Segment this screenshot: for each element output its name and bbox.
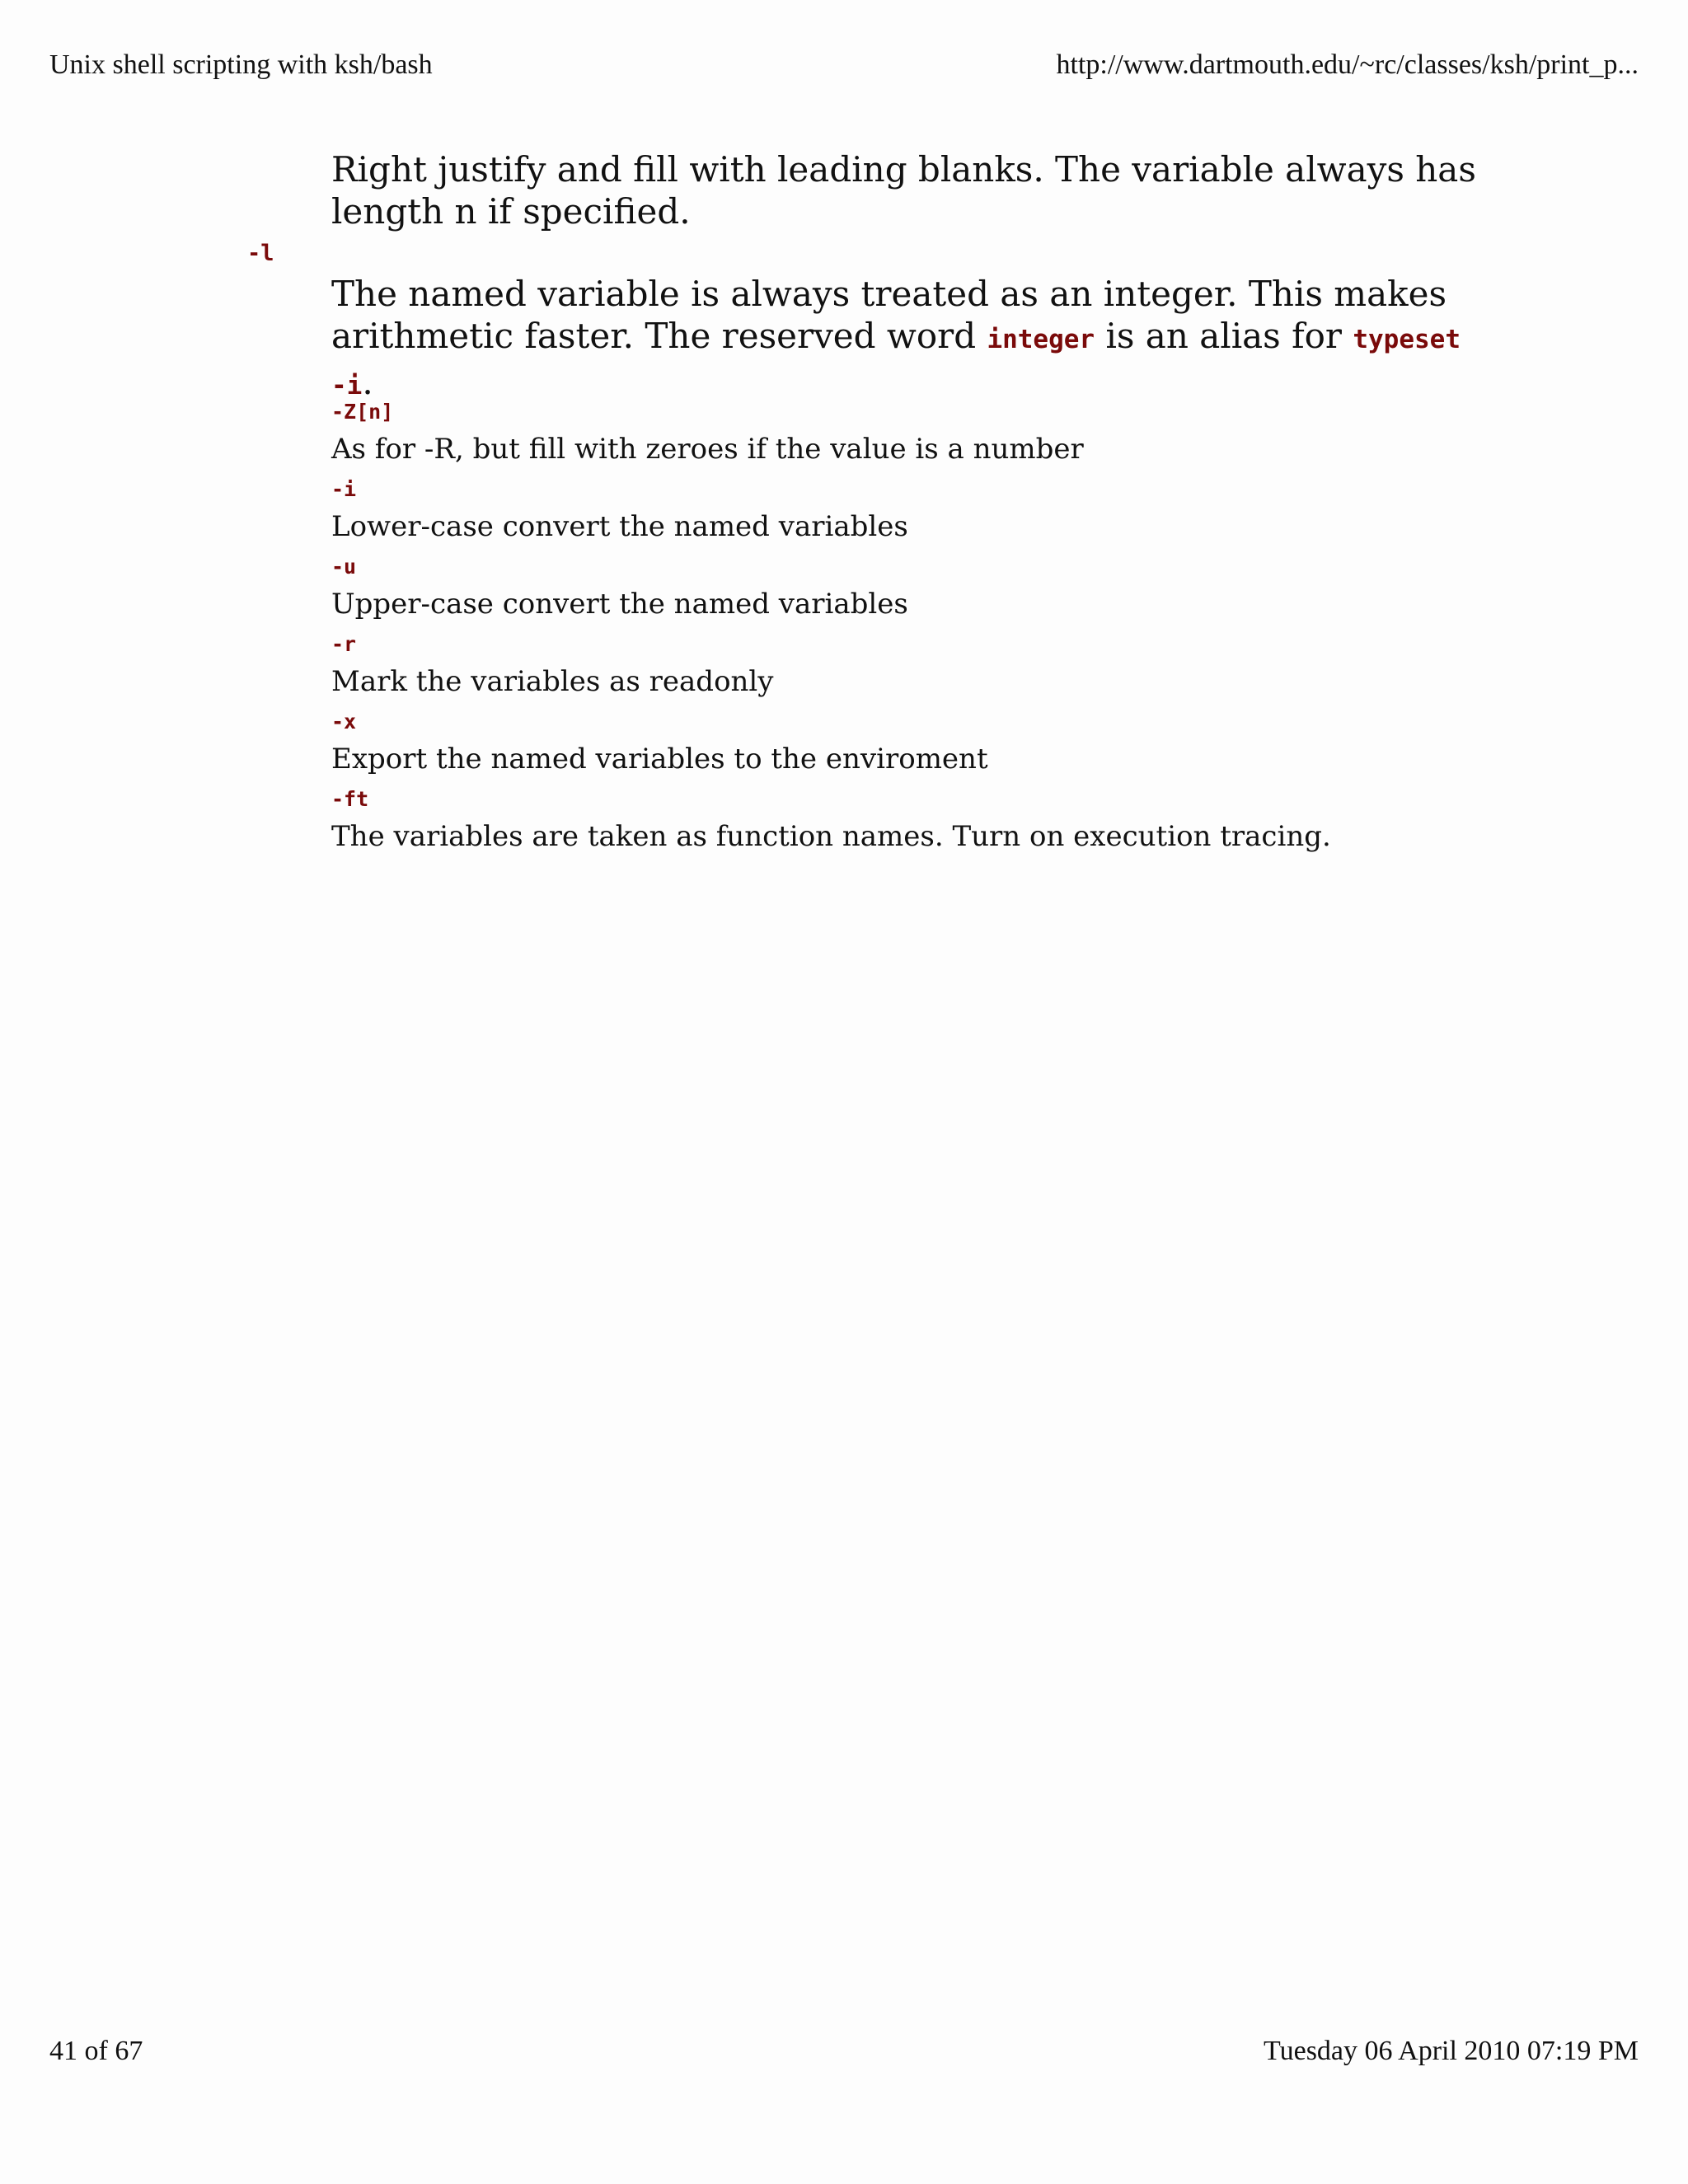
paragraph-integer-text-2: is an alias for — [1095, 316, 1353, 356]
code-integer: integer — [987, 325, 1095, 354]
paragraph-right-justify: Right justify and fill with leading blanks. The variable always has length n if specified. — [331, 149, 1476, 232]
option-term: -i — [331, 477, 357, 501]
page-number: 41 of 67 — [49, 2036, 143, 2066]
option-description: The variables are taken as function names. Turn on execution tracing. — [331, 820, 1331, 853]
code-typeset-i: typeset -i — [331, 325, 1461, 401]
paragraph-integer-text-3: . — [362, 362, 373, 402]
paragraph-integer-text-1: The named variable is always treated as an integer. This makes arithmetic faster. The reserved word — [331, 274, 1447, 356]
option-term: -Z[n] — [331, 400, 394, 424]
option-description: As for -R, but fill with zeroes if the value is a number — [331, 433, 1084, 466]
option-definition-list — [331, 396, 1568, 860]
page-header-title: Unix shell scripting with ksh/bash — [49, 49, 433, 80]
option-description: Lower-case convert the named variables — [331, 510, 908, 543]
option-term: -u — [331, 555, 357, 579]
option-description: Upper-case convert the named variables — [331, 588, 908, 621]
option-description: Export the named variables to the enviroment — [331, 743, 988, 776]
option-description: Mark the variables as readonly — [331, 665, 774, 698]
page-header-url: http://www.dartmouth.edu/~rc/classes/ksh/print_p... — [1056, 49, 1639, 80]
print-timestamp: Tuesday 06 April 2010 07:19 PM — [1264, 2036, 1639, 2066]
option-term-l: -l — [247, 241, 274, 266]
option-term: -ft — [331, 787, 369, 811]
option-term: -r — [331, 632, 357, 656]
paragraph-integer — [331, 273, 1485, 407]
option-term: -x — [331, 710, 357, 733]
